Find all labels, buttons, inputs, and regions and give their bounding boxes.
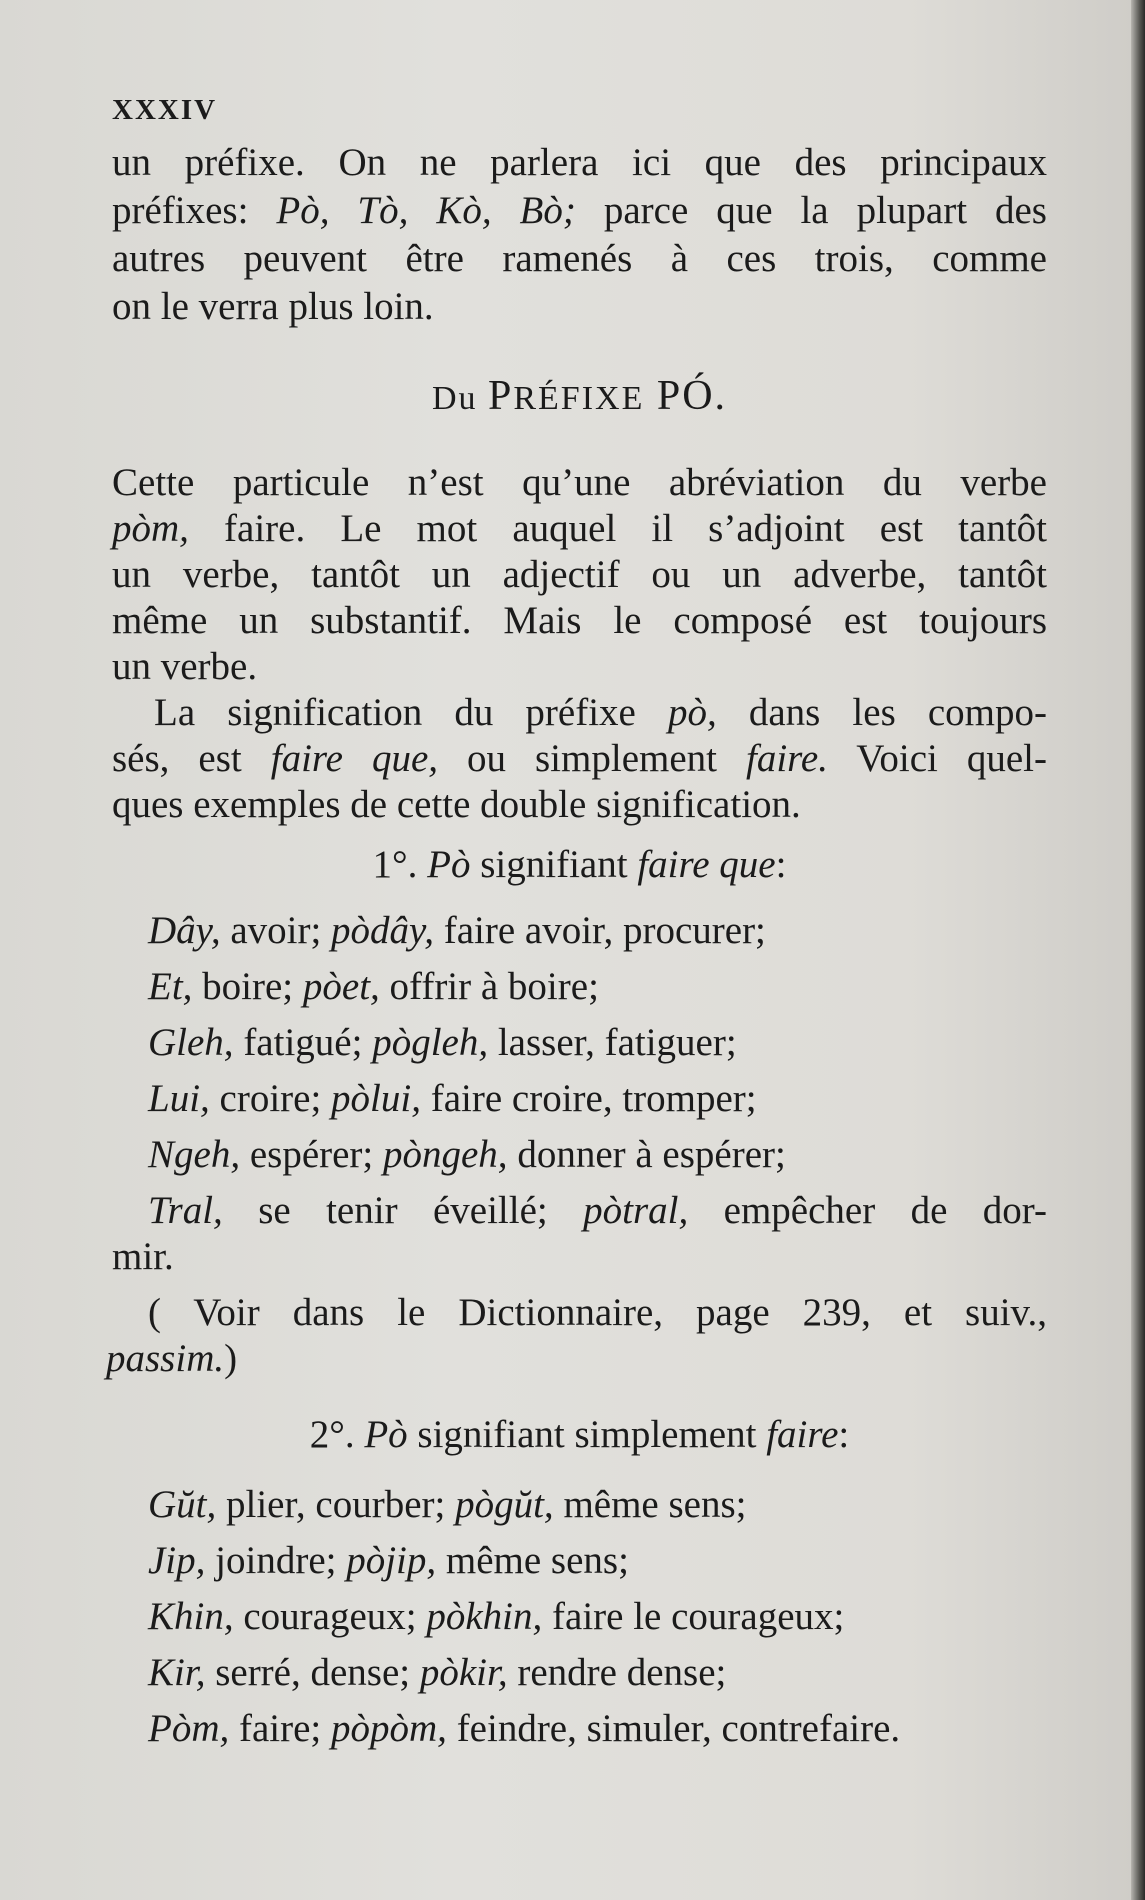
example-entry: Et, boire; pòet, offrir à boire; [148,965,599,1008]
example-entry: Dây, avoir; pòdây, faire avoir, procurer; [148,909,766,952]
para1-line-2: pòm, faire. Le mot auquel il s’adjoint est tantôt [112,507,1047,550]
para1-line-1: Cette particule n’est qu’une abréviation du verbe [112,461,1047,504]
para2-line-3: ques exemples de cette double signification. [112,783,801,826]
para2-line-2: sés, est faire que, ou simplement faire. Voici quel- [112,737,1047,780]
example-entry: Lui, croire; pòlui, faire croire, tromper; [148,1077,757,1120]
intro-line-4: on le verra plus loin. [112,285,434,328]
intro-line-1: un préfixe. On ne parlera ici que des principaux [112,141,1047,184]
prefix-list: Pò, Tò, Kò, Bò; [276,189,576,232]
para1-line-3: un verbe, tantôt un adjectif ou un adverbe, tantôt [112,553,1047,596]
example-entry: Khin, courageux; pòkhin, faire le courageux; [148,1595,845,1638]
page-number: XXXIV [112,94,218,126]
example-entry: Kir, serré, dense; pòkir, rendre dense; [148,1651,727,1694]
example-entry: Gŭt, plier, courber; pògŭt, même sens; [148,1483,747,1526]
section-1-title: 1°. Pò signifiant faire que: [372,843,787,886]
example-entry: Pòm, faire; pòpòm, feindre, simuler, contrefaire. [148,1707,901,1750]
example-entry: Jip, joindre; pòjip, même sens; [148,1539,629,1582]
section-2-title: 2°. Pò signifiant simplement faire: [309,1413,850,1456]
intro-line-3: autres peuvent être ramenés à ces trois, comme [112,237,1047,280]
example-entry: Ngeh, espérer; pòngeh, donner à espérer; [148,1133,786,1176]
book-gutter [1131,0,1145,1900]
example-entry: Tral, se tenir éveillé; pòtral, empêcher de dor- [148,1189,1047,1232]
reference-note-line-2: passim.) [106,1337,238,1380]
section-heading: Du PRÉFIXE PÓ. [431,373,728,419]
example-continuation: mir. [112,1235,174,1278]
para1-line-5: un verbe. [112,645,258,688]
para1-line-4: même un substantif. Mais le composé est toujours [112,599,1047,642]
example-entry: Gleh, fatigué; pògleh, lasser, fatiguer; [148,1021,737,1064]
reference-note-line-1: ( Voir dans le Dictionnaire, page 239, et suiv., [148,1291,1047,1334]
para2-line-1: La signification du préfixe pò, dans les compo- [154,691,1047,734]
intro-line-2: préfixes: Pò, Tò, Kò, Bò; parce que la plupart des [112,189,1047,232]
